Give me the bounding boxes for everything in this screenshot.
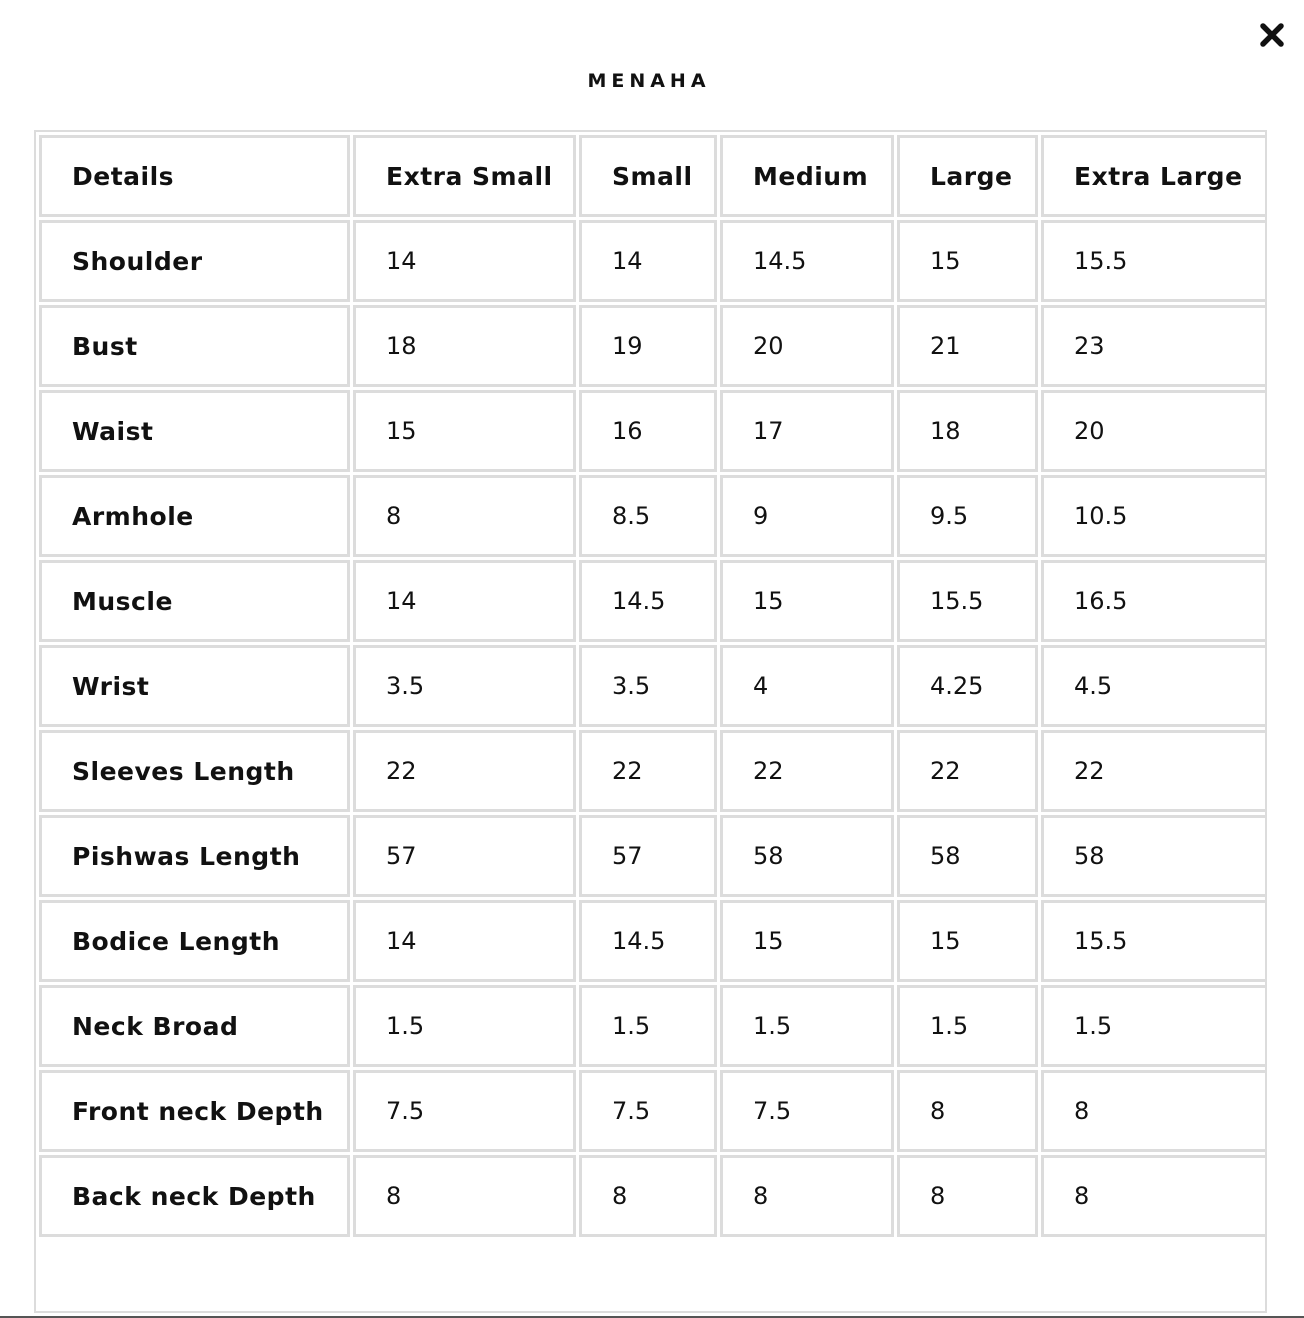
table-cell: 8 xyxy=(720,1155,894,1237)
table-cell: 15 xyxy=(353,390,576,472)
table-row xyxy=(39,475,1267,557)
row-label: Pishwas Length xyxy=(39,815,350,897)
table-cell: 4.5 xyxy=(1041,645,1267,727)
row-label: Muscle xyxy=(39,560,350,642)
table-cell: 14 xyxy=(353,900,576,982)
table-cell: 58 xyxy=(1041,815,1267,897)
table-cell: 58 xyxy=(897,815,1038,897)
table-cell: 15 xyxy=(897,220,1038,302)
table-cell: 7.5 xyxy=(353,1070,576,1152)
table-row xyxy=(39,220,1267,302)
table-row xyxy=(39,900,1267,982)
table-cell: 15.5 xyxy=(1041,900,1267,982)
close-icon xyxy=(1259,22,1285,52)
table-row xyxy=(39,560,1267,642)
table-row xyxy=(39,730,1267,812)
table-cell: 1.5 xyxy=(1041,985,1267,1067)
row-label: Front neck Depth xyxy=(39,1070,350,1152)
table-cell: 16 xyxy=(579,390,717,472)
table-cell: 14.5 xyxy=(720,220,894,302)
header-cell: Details xyxy=(39,135,350,217)
table-cell: 14 xyxy=(353,220,576,302)
row-label: Wrist xyxy=(39,645,350,727)
size-chart-table-container xyxy=(34,130,1267,1313)
table-cell: 22 xyxy=(720,730,894,812)
header-cell: Extra Small xyxy=(353,135,576,217)
table-cell: 8.5 xyxy=(579,475,717,557)
table-cell: 8 xyxy=(1041,1070,1267,1152)
table-row xyxy=(39,1070,1267,1152)
table-cell: 14.5 xyxy=(579,900,717,982)
table-header-row xyxy=(39,135,1267,217)
table-cell: 1.5 xyxy=(353,985,576,1067)
table-cell: 20 xyxy=(1041,390,1267,472)
table-row xyxy=(39,985,1267,1067)
table-cell: 57 xyxy=(353,815,576,897)
row-label: Waist xyxy=(39,390,350,472)
table-cell: 19 xyxy=(579,305,717,387)
row-label: Bodice Length xyxy=(39,900,350,982)
table-cell: 15 xyxy=(897,900,1038,982)
row-label: Back neck Depth xyxy=(39,1155,350,1237)
table-row xyxy=(39,815,1267,897)
header-cell: Large xyxy=(897,135,1038,217)
table-cell: 22 xyxy=(353,730,576,812)
table-cell: 4.25 xyxy=(897,645,1038,727)
table-cell: 22 xyxy=(897,730,1038,812)
table-cell: 20 xyxy=(720,305,894,387)
table-cell: 1.5 xyxy=(579,985,717,1067)
table-cell: 14 xyxy=(353,560,576,642)
row-label: Shoulder xyxy=(39,220,350,302)
size-chart-table xyxy=(36,132,1267,1240)
table-cell: 14.5 xyxy=(579,560,717,642)
table-cell: 8 xyxy=(353,1155,576,1237)
table-cell: 15.5 xyxy=(897,560,1038,642)
table-cell: 1.5 xyxy=(897,985,1038,1067)
row-label: Neck Broad xyxy=(39,985,350,1067)
table-cell: 8 xyxy=(897,1155,1038,1237)
table-cell: 7.5 xyxy=(579,1070,717,1152)
row-label: Armhole xyxy=(39,475,350,557)
table-cell: 10.5 xyxy=(1041,475,1267,557)
table-cell: 8 xyxy=(353,475,576,557)
table-cell: 23 xyxy=(1041,305,1267,387)
table-cell: 15.5 xyxy=(1041,220,1267,302)
header-cell: Medium xyxy=(720,135,894,217)
table-cell: 22 xyxy=(1041,730,1267,812)
table-row xyxy=(39,305,1267,387)
table-cell: 3.5 xyxy=(579,645,717,727)
table-cell: 22 xyxy=(579,730,717,812)
table-row xyxy=(39,1155,1267,1237)
table-cell: 14 xyxy=(579,220,717,302)
header-cell: Extra Large xyxy=(1041,135,1267,217)
table-cell: 8 xyxy=(1041,1155,1267,1237)
table-cell: 15 xyxy=(720,560,894,642)
table-cell: 18 xyxy=(353,305,576,387)
table-cell: 16.5 xyxy=(1041,560,1267,642)
table-cell: 9 xyxy=(720,475,894,557)
table-cell: 18 xyxy=(897,390,1038,472)
table-cell: 15 xyxy=(720,900,894,982)
row-label: Bust xyxy=(39,305,350,387)
table-cell: 8 xyxy=(897,1070,1038,1152)
table-cell: 7.5 xyxy=(720,1070,894,1152)
row-label: Sleeves Length xyxy=(39,730,350,812)
table-cell: 4 xyxy=(720,645,894,727)
close-button[interactable] xyxy=(1253,18,1291,56)
table-cell: 1.5 xyxy=(720,985,894,1067)
header-cell: Small xyxy=(579,135,717,217)
table-row xyxy=(39,390,1267,472)
table-cell: 8 xyxy=(579,1155,717,1237)
table-cell: 3.5 xyxy=(353,645,576,727)
modal-title: MENAHA xyxy=(587,70,711,92)
table-cell: 9.5 xyxy=(897,475,1038,557)
table-cell: 21 xyxy=(897,305,1038,387)
table-row xyxy=(39,645,1267,727)
table-cell: 58 xyxy=(720,815,894,897)
table-cell: 17 xyxy=(720,390,894,472)
table-cell: 57 xyxy=(579,815,717,897)
